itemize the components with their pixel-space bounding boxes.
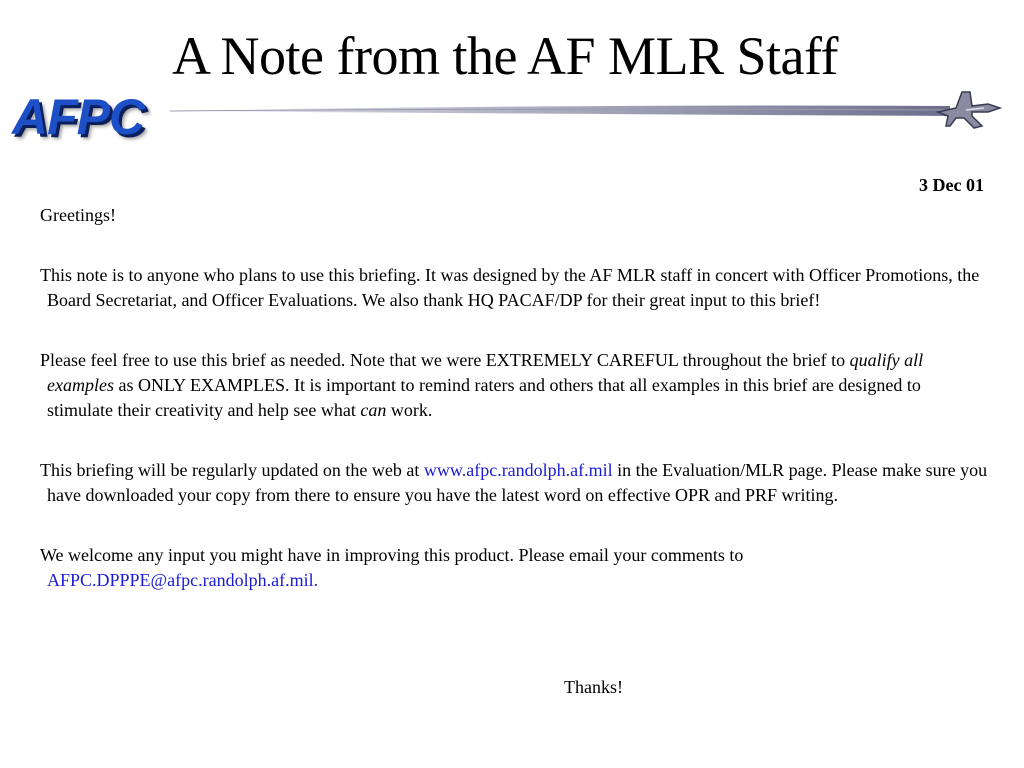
emphasis-can: can: [360, 400, 387, 420]
paragraph-usage-text-3: work.: [386, 400, 433, 420]
paragraph-updates: [40, 458, 990, 508]
fighter-jet-icon: [936, 86, 1002, 134]
afpc-logo: AFPC: [12, 89, 145, 145]
greeting: Greetings!: [40, 205, 116, 225]
slide-title: A Note from the AF MLR Staff: [172, 26, 838, 86]
emphasis-qualify: qualify all examples: [47, 350, 924, 395]
paragraph-intro: This note is to anyone who plans to use this briefing. It was designed by the AF MLR staff in concert with Officer Promotions, the Board Secretariat, and Officer Evaluations. We also thank HQ PACAF/DP for their great input to this brief!: [40, 265, 980, 310]
paragraph-feedback: [40, 543, 990, 593]
paragraph-feedback-text: We welcome any input you might have in improving this product. Please email your comments to: [40, 545, 744, 565]
paragraph-updates-text-1: This briefing will be regularly updated on the web at: [40, 460, 424, 480]
paragraph-usage: [40, 348, 990, 423]
email-link[interactable]: AFPC.DPPPE@afpc.randolph.af.mil.: [47, 570, 319, 590]
paragraph-usage-text-2: as ONLY EXAMPLES. It is important to remind raters and others that all examples in this brief are designed to stimulate their creativity and help see what: [47, 375, 921, 420]
letter-body: [40, 203, 990, 628]
closing-thanks: Thanks!: [564, 677, 623, 697]
paragraph-updates-text-2: in the Evaluation/MLR page. Please make sure you have downloaded your copy from there to ensure you have the latest word on effective OPR and PRF writing.: [47, 460, 988, 505]
header-swoosh-line: [170, 102, 950, 120]
letter-date: 3 Dec 01: [919, 175, 984, 195]
paragraph-usage-text-1: Please feel free to use this brief as needed. Note that we were EXTREMELY CAREFUL throughout the brief to: [40, 350, 850, 370]
website-link[interactable]: www.afpc.randolph.af.mil: [423, 460, 613, 480]
